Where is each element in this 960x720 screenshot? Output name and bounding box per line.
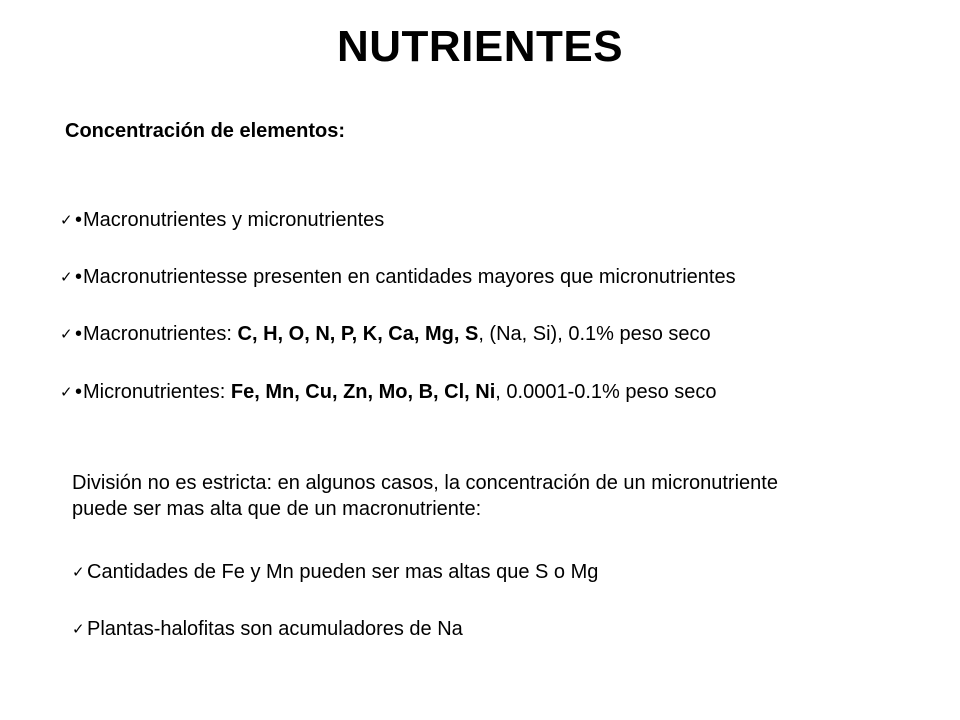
bullet-icon: • [75, 209, 83, 231]
list-item-text: Macronutrientes y micronutrientes [83, 209, 385, 231]
list-item-prefix: Macronutrientes: [83, 323, 238, 345]
checkmark-icon: ✓ [72, 621, 85, 638]
list-item-text: Macronutrientesse presenten en cantidades mayores que micronutrientes [83, 266, 736, 288]
list-item-prefix: Micronutrientes: [83, 381, 231, 403]
checkmark-icon: ✓ [60, 384, 73, 401]
slide-title: NUTRIENTES [336, 22, 624, 71]
micronutrient-elements: Fe, Mn, Cu, Zn, Mo, B, Cl, Ni [230, 381, 496, 403]
list-item [60, 380, 717, 405]
note-paragraph: División no es estricta: en algunos casos, la concentración de un micronutriente puede ser mas alta que de un macronutriente: [72, 472, 778, 520]
section-heading: Concentración de elementos: [65, 120, 346, 142]
bullet-icon: • [75, 381, 83, 403]
list-item-suffix: , 0.0001-0.1% peso seco [495, 381, 717, 403]
bullet-icon: • [75, 323, 83, 345]
checkmark-icon: ✓ [60, 269, 73, 286]
list-item [72, 560, 598, 585]
checkmark-icon: ✓ [72, 564, 85, 581]
list-item-text: Plantas-halofitas son acumuladores de Na [87, 618, 463, 640]
checkmark-icon: ✓ [60, 326, 73, 343]
checkmark-icon: ✓ [60, 212, 73, 229]
list-item [60, 322, 711, 347]
list-item-suffix: , (Na, Si), 0.1% peso seco [478, 323, 711, 345]
list-item [72, 617, 463, 642]
list-item [60, 208, 384, 233]
macronutrient-elements: C, H, O, N, P, K, Ca, Mg, S [237, 323, 479, 345]
bullet-icon: • [75, 266, 83, 288]
list-item [60, 265, 736, 290]
list-item-text: Cantidades de Fe y Mn pueden ser mas altas que S o Mg [87, 561, 599, 583]
